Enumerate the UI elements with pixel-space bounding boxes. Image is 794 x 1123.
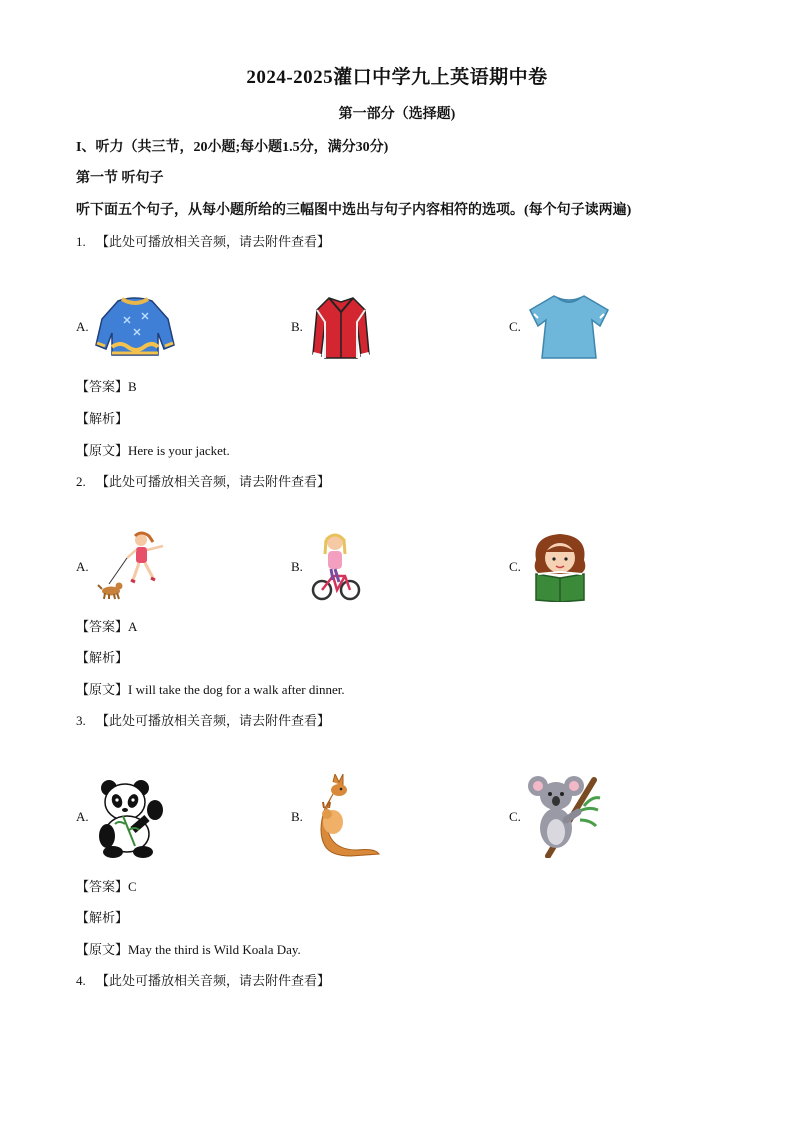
option-letter: A. [76,319,89,334]
section-heading: I、听力（共三节，20小题;每小题1.5分，满分30分) [76,140,389,155]
analysis-line: 【解析】 [76,910,129,925]
koala-icon [528,772,602,858]
answer-line: 【答案】A [76,619,138,634]
answer-line: 【答案】C [76,879,137,894]
original-text-line: 【原文】Here is your jacket. [76,443,230,458]
question-2-header [76,471,330,490]
option-letter: B. [291,809,303,824]
answer-line: 【答案】B [76,379,137,394]
question-number: 1. [76,234,86,249]
page-title: 2024-2025灌口中学九上英语期中卷 [246,67,548,88]
question-4-header [76,970,330,989]
question-3-header [76,710,330,729]
original-text-line: 【原文】I will take the dog for a walk after dinner. [76,682,345,697]
panda-icon [95,774,167,858]
tshirt-icon [528,292,610,362]
girl-reading-book-icon [528,530,592,602]
question-number: 3. [76,713,86,728]
option-letter: C. [509,809,521,824]
option-letter: A. [76,559,89,574]
option-letter: C. [509,319,521,334]
kangaroo-icon [311,774,381,858]
audio-note[interactable]: 【此处可播放相关音频，请去附件查看】 [96,973,331,988]
part-subtitle: 第一部分（选择题) [338,107,456,122]
audio-note[interactable]: 【此处可播放相关音频，请去附件查看】 [96,713,331,728]
question-1-header [76,231,330,250]
girl-riding-bike-icon [311,530,361,602]
option-letter: B. [291,559,303,574]
girl-walking-dog-icon [95,530,169,602]
analysis-line: 【解析】 [76,411,129,426]
option-letter: B. [291,319,303,334]
audio-note[interactable]: 【此处可播放相关音频，请去附件查看】 [96,234,331,249]
option-letter: C. [509,559,521,574]
subsection-heading: 第一节 听句子 [76,171,164,186]
audio-note[interactable]: 【此处可播放相关音频，请去附件查看】 [96,474,331,489]
analysis-line: 【解析】 [76,650,129,665]
jacket-icon [311,292,371,362]
sweater-icon [94,293,176,361]
option-letter: A. [76,809,89,824]
question-number: 2. [76,474,86,489]
instruction-text: 听下面五个句子，从每小题所给的三幅图中选出与句子内容相符的选项。(每个句子读两遍) [76,203,632,218]
question-number: 4. [76,973,86,988]
original-text-line: 【原文】May the third is Wild Koala Day. [76,942,301,957]
